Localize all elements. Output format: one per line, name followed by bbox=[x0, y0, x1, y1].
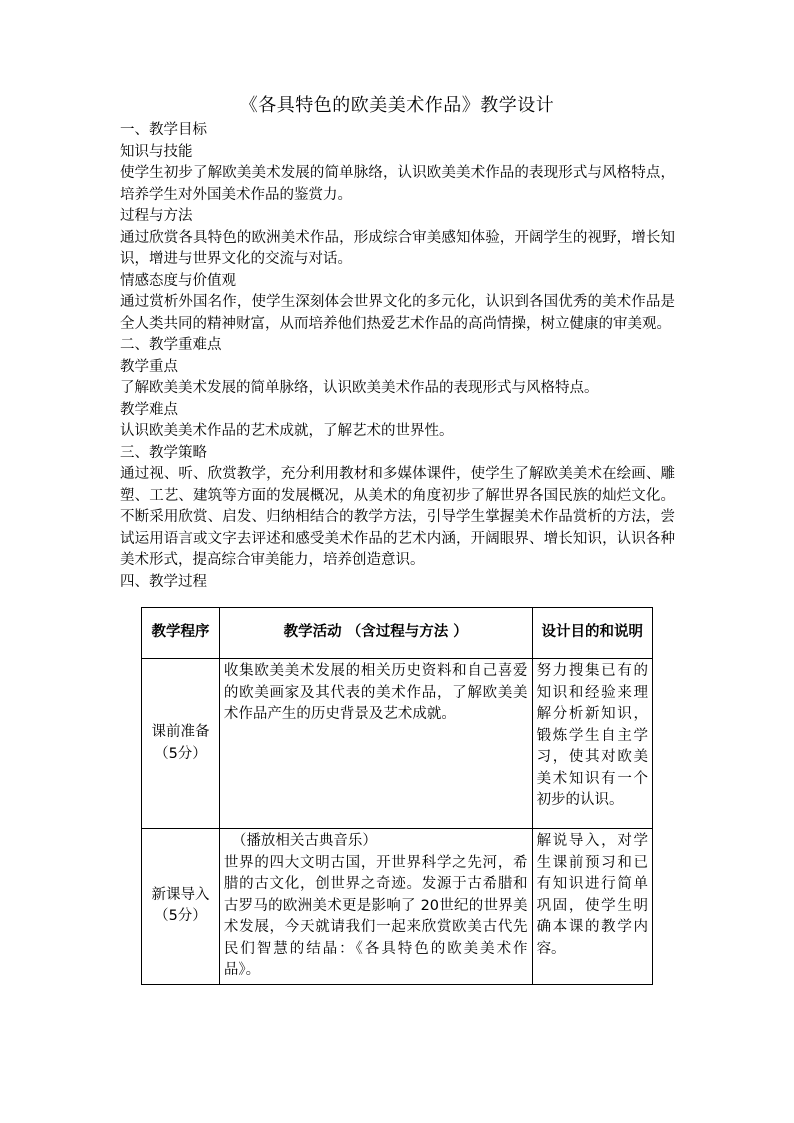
table-row bbox=[142, 659, 653, 829]
section-heading: 一、教学目标 bbox=[120, 122, 207, 138]
paragraph: 使学生初步了解欧美美术发展的简单脉络，认识欧美美术作品的表现形式与风格特点，培养学生对外国美术作品的鉴赏力。 bbox=[120, 165, 675, 203]
document-body bbox=[120, 120, 675, 593]
section-heading: 四、教学过程 bbox=[120, 573, 207, 590]
subsection-heading: 教学重点 bbox=[120, 358, 178, 375]
purpose-cell: 努力搜集已有的知识和经验来理解分析新知识，锻炼学生自主学习，使其对欧美美术知识有一个初步的认识。 bbox=[532, 659, 652, 829]
column-header: 教学程序 bbox=[142, 608, 220, 659]
paragraph: 通过欣赏各具特色的欧洲美术作品，形成综合审美感知体验，开阔学生的视野，增长知识，增进与世界文化的交流与对话。 bbox=[120, 229, 675, 267]
paragraph: 了解欧美美术发展的简单脉络，认识欧美美术作品的表现形式与风格特点。 bbox=[120, 380, 599, 396]
purpose-cell: 解说导入，对学生课前预习和已有知识进行简单巩固，使学生明确本课的教学内容。 bbox=[532, 829, 652, 985]
section-heading: 三、教学策略 bbox=[120, 444, 207, 461]
step-cell: 新课导入（5分） bbox=[142, 829, 220, 985]
paragraph: 通过赏析外国名作，使学生深刻体会世界文化的多元化，认识到各国优秀的美术作品是全人类共同的精神财富，从而培养他们热爱艺术作品的高尚情操，树立健康的审美观。 bbox=[120, 294, 675, 332]
table-header-row bbox=[142, 608, 653, 659]
subsection-heading: 情感态度与价值观 bbox=[120, 272, 236, 289]
subsection-heading: 过程与方法 bbox=[120, 208, 193, 224]
paragraph: 通过视、听、欣赏教学，充分利用教材和多媒体课件，使学生了解欧美美术在绘画、雕塑、工艺、建筑等方面的发展概况，从美术的角度初步了解世界各国民族的灿烂文化。不断采用欣赏、启发、归纳相结合的教学方法，引导学生掌握美术作品赏析的方法，尝试运用语言或文字去评述和感受美术作品的艺术内涵，开阔眼界、增长知识，认识各种美术形式，提高综合审美能力，培养创造意识。 bbox=[120, 466, 675, 568]
table-row bbox=[142, 829, 653, 985]
activity-note: （播放相关古典音乐） bbox=[231, 833, 377, 849]
column-header: 教学活动 （含过程与方法 ） bbox=[219, 608, 532, 659]
section-heading: 二、教学重难点 bbox=[120, 337, 222, 353]
activity-cell: 收集欧美美术发展的相关历史资料和自己喜爱的欧美画家及其代表的美术作品，了解欧美美术作品产生的历史背景及艺术成就。 bbox=[219, 659, 532, 829]
step-cell: 课前准备（5分） bbox=[142, 659, 220, 829]
activity-text: 世界的四大文明古国，开世界科学之先河，希腊的古文化，创世界之奇迹。发源于古希腊和古罗马的欧洲美术更是影响了 20世纪的世界美术发展，今天就请我们一起来欣赏欧美古代先民们智慧的结晶：《各具特色的欧美美术作品》。 bbox=[223, 854, 528, 978]
page-title: 《各具特色的欧美美术作品》教学设计 bbox=[239, 95, 555, 116]
teaching-process-table bbox=[141, 607, 653, 985]
subsection-heading: 教学难点 bbox=[120, 401, 178, 418]
column-header: 设计目的和说明 bbox=[532, 608, 652, 659]
paragraph: 认识欧美美术作品的艺术成就，了解艺术的世界性。 bbox=[120, 423, 454, 439]
activity-cell bbox=[219, 829, 532, 985]
subsection-heading: 知识与技能 bbox=[120, 143, 193, 160]
